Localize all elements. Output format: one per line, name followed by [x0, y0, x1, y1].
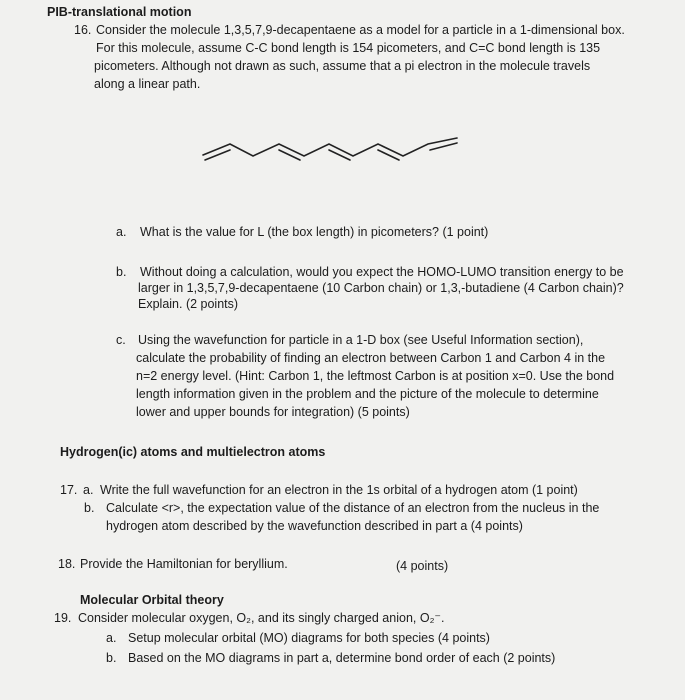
q18-points: (4 points) — [396, 559, 449, 573]
q16c-line-4: length information given in the problem and the picture of the molecule to determine — [136, 387, 599, 401]
q19-text: Consider molecular oxygen, O₂, and its singly charged anion, O₂⁻. — [78, 611, 445, 625]
section-title-hydrogen: Hydrogen(ic) atoms and multielectron atoms — [60, 445, 326, 459]
q16-number: 16. — [74, 23, 92, 37]
q19a-label: a. — [106, 631, 117, 645]
q17b-label: b. — [84, 501, 95, 515]
q16c-line-3: n=2 energy level. (Hint: Carbon 1, the leftmost Carbon is at position x=0. Use the bond — [136, 369, 615, 383]
section-title-mo: Molecular Orbital theory — [80, 593, 224, 607]
q16c-line-5: lower and upper bounds for integration) (5 points) — [136, 405, 410, 419]
q17b-line-1: Calculate <r>, the expectation value of the distance of an electron from the nucleus in the — [106, 501, 600, 515]
q18-text: Provide the Hamiltonian for beryllium. — [80, 557, 288, 571]
q17b-line-2: hydrogen atom described by the wavefunction described in part a (4 points) — [106, 519, 523, 533]
q19a-text: Setup molecular orbital (MO) diagrams for both species (4 points) — [128, 631, 490, 645]
q16b-line-1: Without doing a calculation, would you expect the HOMO-LUMO transition energy to be — [140, 265, 624, 279]
q16c-label: c. — [116, 333, 126, 347]
q16-line-2: For this molecule, assume C-C bond length is 154 picometers, and C=C bond length is 135 — [96, 41, 601, 55]
section-title-pib: PIB-translational motion — [47, 5, 192, 19]
q19-number: 19. — [54, 611, 72, 625]
decapentaene-structure-icon — [195, 130, 470, 166]
q17a-label: a. — [83, 483, 94, 497]
q16-line-4: along a linear path. — [94, 77, 201, 91]
q16-line-1: Consider the molecule 1,3,5,7,9-decapentaene as a model for a particle in a 1-dimensional box. — [96, 23, 625, 37]
q18-number: 18. — [58, 557, 76, 571]
q16c-line-1: Using the wavefunction for particle in a 1-D box (see Useful Information section), — [138, 333, 584, 347]
q16a-label: a. — [116, 225, 127, 239]
q19b-label: b. — [106, 651, 117, 665]
q19b-text: Based on the MO diagrams in part a, determine bond order of each (2 points) — [128, 651, 556, 665]
q17-number: 17. — [60, 483, 78, 497]
q16b-line-3: Explain. (2 points) — [138, 297, 239, 311]
q16c-line-2: calculate the probability of finding an electron between Carbon 1 and Carbon 4 in the — [136, 351, 606, 365]
q16-line-3: picometers. Although not drawn as such, assume that a pi electron in the molecule travels — [94, 59, 591, 73]
q16a-text: What is the value for L (the box length) in picometers? (1 point) — [140, 225, 489, 239]
q16b-line-2: larger in 1,3,5,7,9-decapentaene (10 Carbon chain) or 1,3,-butadiene (4 Carbon chain)? — [138, 281, 624, 295]
q17a-text: Write the full wavefunction for an electron in the 1s orbital of a hydrogen atom (1 point) — [100, 483, 578, 497]
q16b-label: b. — [116, 265, 127, 279]
